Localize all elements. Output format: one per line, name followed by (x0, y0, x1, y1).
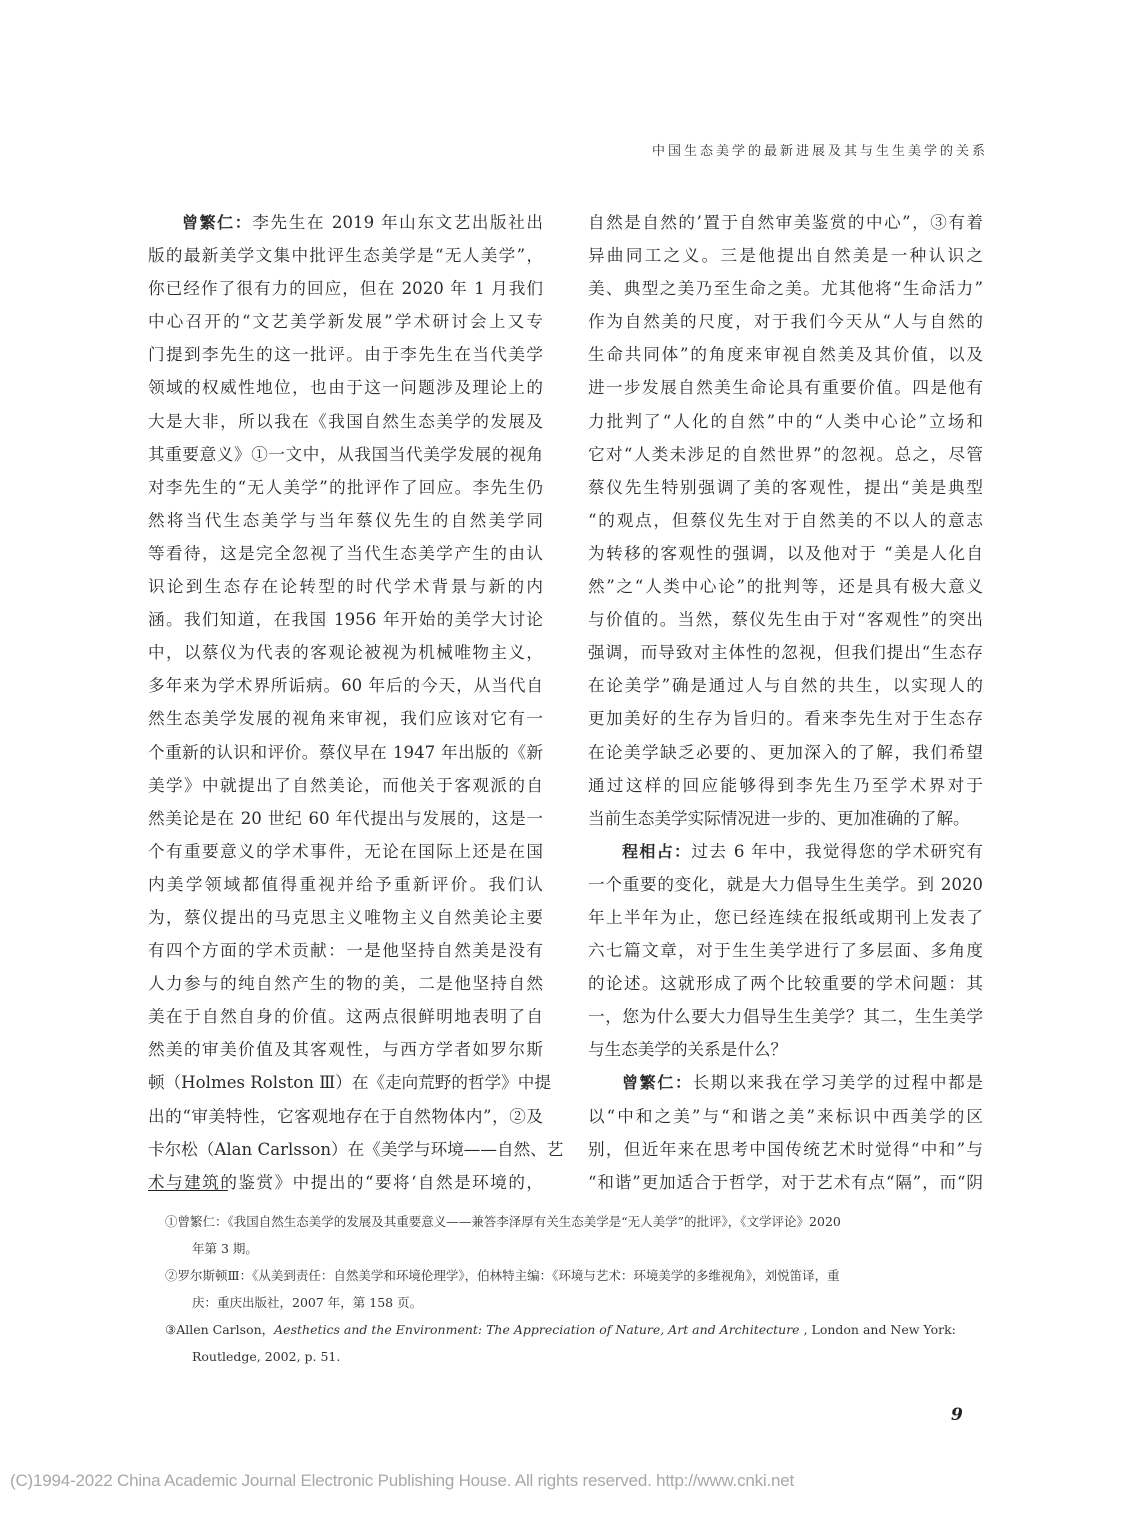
line-text: 力批判了“人化的自然”中的“人类中心论”立场和 (588, 411, 983, 431)
footnote-text-continued: Routledge, 2002, p. 51. (192, 1349, 341, 1364)
line-text: 在论美学”确是通过人与自然的共生，以实现人的 (588, 676, 983, 696)
text-line (148, 802, 543, 835)
footnote-author: Allen Carlson， (176, 1322, 275, 1337)
line-text: 内美学领域都值得重视并给予重新评价。我们认 (148, 874, 543, 894)
text-line (588, 868, 983, 901)
text-line (588, 1100, 983, 1133)
text-line (148, 1033, 543, 1066)
text-line (148, 438, 543, 471)
text-line (588, 371, 983, 404)
line-text: 生命共同体”的角度来审视自然美及其价值，以及 (588, 345, 983, 365)
footnote-marker: ③ (165, 1322, 177, 1337)
text-line (588, 934, 983, 967)
text-line (148, 405, 543, 438)
line-text: 年上半年为止，您已经连续在报纸或期刊上发表了 (588, 907, 983, 927)
line-text: 通过这样的回应能够得到李先生乃至学术界对于 (588, 775, 983, 795)
line-text: 长期以来我在学习美学的过程中都是 (692, 1073, 983, 1093)
text-line (588, 835, 983, 868)
line-text: 更加美好的生存为旨归的。看来李先生对于生态存 (588, 709, 983, 729)
line-text: 然美的审美价值及其客观性，与西方学者如罗尔斯 (148, 1040, 543, 1060)
line-text: 以“中和之美”与“和谐之美”来标识中西美学的区 (588, 1106, 983, 1126)
line-text: 个重新的认识和评价。蔡仪早在 1947 年出版的《新 (148, 742, 543, 762)
line-text: 它对“人类未涉足的自然世界”的忽视。总之，尽管 (588, 444, 983, 464)
text-line (588, 537, 983, 570)
line-text: 作为自然美的尺度，对于我们今天从“人与自然的 (588, 312, 983, 332)
text-line (148, 305, 543, 338)
copyright-notice: (C)1994-2022 China Academic Journal Electronic Publishing House. All rights reserved. http://www.cnki.net (10, 1471, 795, 1490)
speaker-name: 程相占： (622, 841, 692, 861)
footnote-publisher: , London and New York: (799, 1322, 956, 1337)
line-text: 在论美学缺乏必要的、更加深入的了解，我们希望 (588, 742, 983, 762)
line-text: 多年来为学术界所诟病。60 年后的今天，从当代自 (148, 676, 543, 696)
text-line (148, 868, 543, 901)
text-line (148, 504, 543, 537)
left-column (148, 206, 564, 1199)
line-text: 然”之“人类中心论”的批判等，还是具有极大意义 (588, 577, 983, 597)
line-text: 美在于自然自身的价值。这两点很鲜明地表明了自 (148, 1007, 543, 1027)
line-text: 等看待，这是完全忽视了当代生态美学产生的由认 (148, 543, 543, 563)
text-line (148, 934, 543, 967)
line-text: 蔡仪先生特别强调了美的客观性，提出“美是典型 (588, 477, 983, 497)
line-text: 的论述。这就形成了两个比较重要的学术问题：其 (588, 974, 983, 994)
text-line (588, 769, 983, 802)
text-line (588, 736, 983, 769)
line-text: 为，蔡仪提出的马克思主义唯物主义自然美论主要 (148, 907, 543, 927)
line-text: 美、典型之美乃至生命之美。尤其他将“生命活力” (588, 279, 983, 299)
speaker-name: 曾繁仁： (182, 213, 253, 232)
text-line (148, 570, 543, 603)
line-text: 自然是自然的’置于自然审美鉴赏的中心”，③有着 (588, 213, 983, 232)
footnote-text: 曾繁仁：《我国自然生态美学的发展及其重要意义——兼答李泽厚有关生态美学是“无人美学”的批评》，《文学评论》2020 (177, 1214, 841, 1229)
footnote-text-continued: 庆：重庆出版社，2007 年，第 158 页。 (192, 1295, 423, 1310)
line-text: 卡尔松（Alan Carlsson）在《美学与环境——自然、艺 (148, 1139, 564, 1159)
text-line (588, 305, 983, 338)
footnote-2 (165, 1262, 991, 1316)
text-line (148, 206, 543, 239)
line-text: 版的最新美学文集中批评生态美学是“无人美学”， (148, 246, 543, 266)
text-line (148, 272, 543, 305)
text-line (588, 669, 983, 702)
footnote-book-title: Aesthetics and the Environment: The Appreciation of Nature, Art and Architecture (274, 1322, 800, 1337)
line-text: 领域的权威性地位，也由于这一问题涉及理论上的 (148, 378, 543, 398)
line-text: 李先生在 2019 年山东文艺出版社出 (252, 213, 543, 232)
footnote-separator (148, 1190, 228, 1191)
page-number: 9 (951, 1405, 963, 1425)
text-line (588, 1033, 983, 1066)
text-line (588, 272, 983, 305)
text-line (588, 438, 983, 471)
text-line (588, 1166, 983, 1199)
text-line (148, 736, 543, 769)
line-text: 与生态美学的关系是什么？ (588, 1040, 788, 1060)
text-line (148, 338, 543, 371)
text-line (148, 1066, 551, 1099)
text-line (148, 901, 543, 934)
text-line (148, 1100, 543, 1133)
text-line (148, 702, 543, 735)
line-text: 涵。我们知道，在我国 1956 年开始的美学大讨论 (148, 610, 543, 630)
footnote-marker: ② (165, 1268, 178, 1283)
line-text: 门提到李先生的这一批评。由于李先生在当代美学 (148, 345, 543, 365)
text-line (588, 901, 983, 934)
line-text: 进一步发展自然美生命论具有重要价值。四是他有 (588, 378, 983, 398)
text-line (588, 1133, 983, 1166)
text-line (588, 206, 983, 239)
text-line (588, 802, 983, 835)
line-text: 一个重要的变化，就是大力倡导生生美学。到 2020 (588, 874, 983, 894)
line-text: 顿（Holmes Rolston Ⅲ）在《走向荒野的哲学》中提 (148, 1073, 551, 1093)
footnotes (165, 1208, 991, 1370)
speaker-name: 曾繁仁： (622, 1073, 693, 1093)
line-text: 一，您为什么要大力倡导生生美学？其二，生生美学 (588, 1007, 983, 1027)
line-text: 识论到生态存在论转型的时代学术背景与新的内 (148, 577, 543, 597)
text-line (148, 239, 543, 272)
footnote-marker: ① (165, 1214, 178, 1229)
line-text: 别，但近年来在思考中国传统艺术时觉得“中和”与 (588, 1139, 983, 1159)
text-line (588, 504, 983, 537)
line-text: 然美论是在 20 世纪 60 年代提出与发展的，这是一 (148, 808, 543, 828)
line-text: “的观点，但蔡仪先生对于自然美的不以人的意志 (588, 510, 983, 530)
text-line (588, 570, 983, 603)
line-text: 然将当代生态美学与当年蔡仪先生的自然美学同 (148, 510, 543, 530)
text-line (588, 338, 983, 371)
line-text: 大是大非，所以我在《我国自然生态美学的发展及 (148, 411, 543, 431)
footnote-3 (165, 1316, 991, 1370)
line-text: 你已经作了很有力的回应，但在 2020 年 1 月我们 (148, 279, 543, 299)
line-text: 当前生态美学实际情况进一步的、更加准确的了解。 (588, 808, 970, 828)
text-line (588, 471, 983, 504)
right-column (588, 206, 983, 1199)
line-text: 术与建筑的鉴赏》中提出的“要将‘自然是环境的， (148, 1172, 543, 1192)
text-line (148, 1133, 564, 1166)
text-line (148, 835, 543, 868)
footnote-1 (165, 1208, 991, 1262)
text-line (588, 1066, 983, 1099)
line-text: 人力参与的纯自然产生的物的美，二是他坚持自然 (148, 974, 543, 994)
text-line (148, 636, 543, 669)
text-line (588, 967, 983, 1000)
line-text: 然生态美学发展的视角来审视，我们应该对它有一 (148, 709, 543, 729)
line-text: 强调，而导致对主体性的忽视，但我们提出“生态存 (588, 643, 983, 663)
footnote-text: 罗尔斯顿Ⅲ：《从美到责任：自然美学和环境伦理学》，伯林特主编：《环境与艺术：环境美学的多维视角》，刘悦笛译，重 (177, 1268, 840, 1283)
line-text: 美学》中就提出了自然美论，而他关于客观派的自 (148, 775, 543, 795)
line-text: 异曲同工之义。三是他提出自然美是一种认识之 (588, 246, 983, 266)
line-text: 与价值的。当然，蔡仪先生由于对“客观性”的突出 (588, 610, 983, 630)
text-line (148, 537, 543, 570)
text-line (588, 636, 983, 669)
text-line (148, 769, 543, 802)
text-line (148, 371, 543, 404)
line-text: 六七篇文章，对于生生美学进行了多层面、多角度 (588, 941, 983, 961)
text-line (148, 471, 543, 504)
line-text: 对李先生的“无人美学”的批评作了回应。李先生仍 (148, 477, 543, 497)
text-line (148, 1000, 543, 1033)
footnote-text-continued: 年第 3 期。 (192, 1241, 258, 1256)
line-text: 个有重要意义的学术事件，无论在国际上还是在国 (148, 841, 543, 861)
text-line (588, 239, 983, 272)
text-line (588, 405, 983, 438)
text-line (148, 603, 543, 636)
text-line (148, 967, 543, 1000)
text-line (588, 1000, 983, 1033)
text-line (588, 702, 983, 735)
line-text: 中心召开的“文艺美学新发展”学术研讨会上又专 (148, 312, 543, 332)
text-line (588, 603, 983, 636)
line-text: 其重要意义》①一文中，从我国当代美学发展的视角 (148, 444, 543, 464)
line-text: “和谐”更加适合于哲学，对于艺术有点“隔”，而“阴 (588, 1172, 983, 1192)
line-text: 有四个方面的学术贡献：一是他坚持自然美是没有 (148, 941, 543, 961)
text-line (148, 669, 543, 702)
line-text: 出的“审美特性，它客观地存在于自然物体内”，②及 (148, 1106, 543, 1126)
line-text: 过去 6 年中，我觉得您的学术研究有 (691, 841, 983, 861)
line-text: 为转移的客观性的强调，以及他对于 “美是人化自 (588, 543, 983, 563)
running-head: 中国生态美学的最新进展及其与生生美学的关系 (651, 144, 988, 159)
line-text: 中，以蔡仪为代表的客观论被视为机械唯物主义， (148, 643, 543, 663)
text-line (148, 1166, 543, 1199)
